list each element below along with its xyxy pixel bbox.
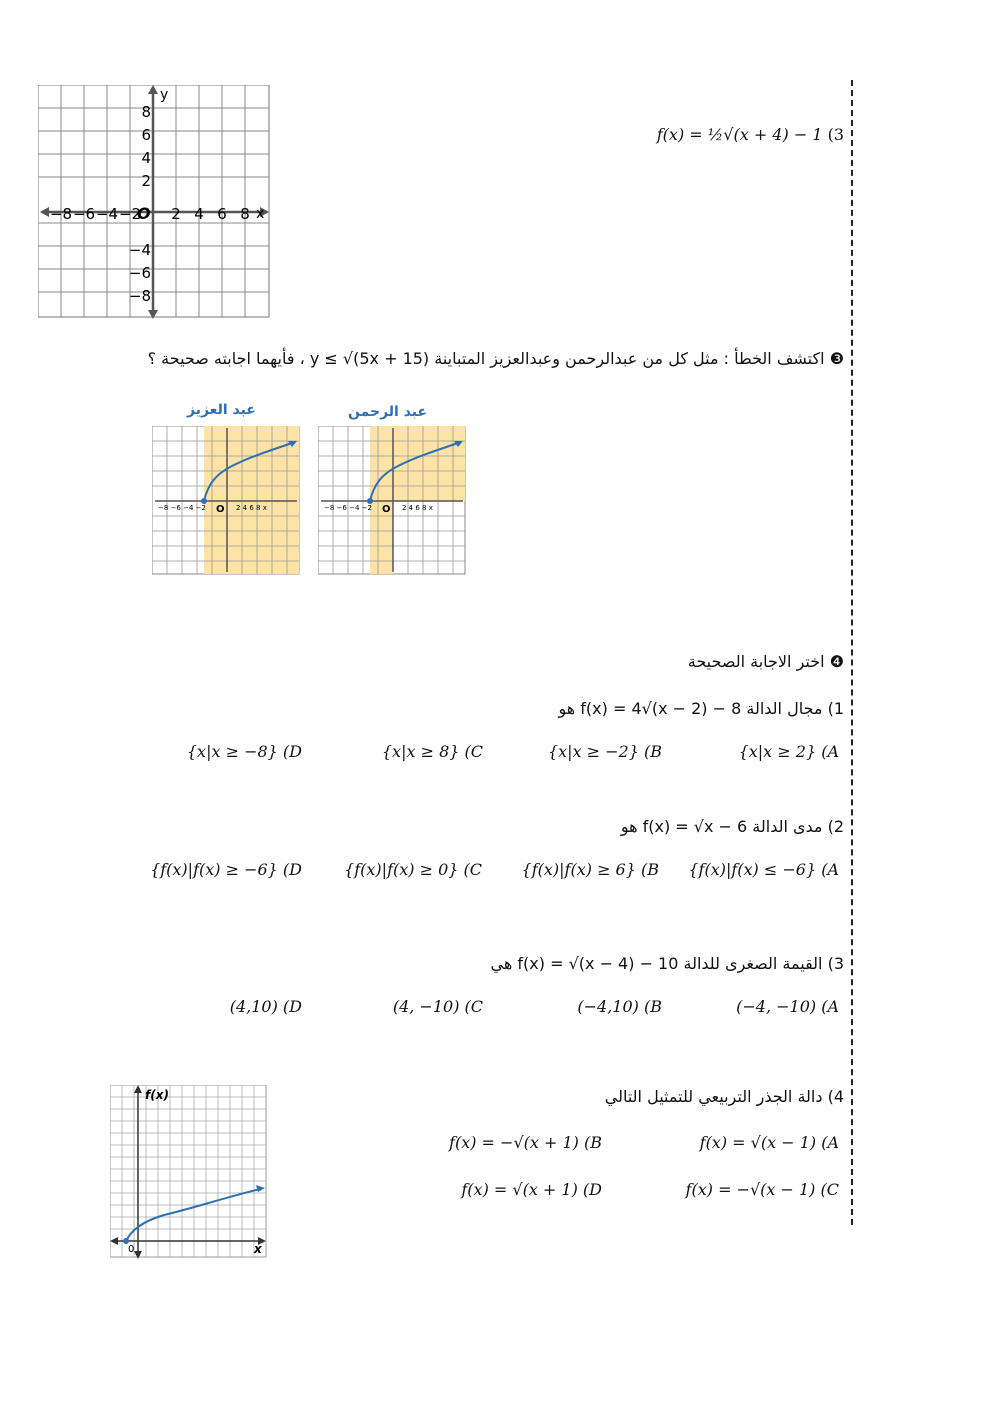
graph1-y-tick: 6 — [141, 126, 151, 144]
graph1-y-tick: −6 — [128, 264, 151, 282]
graph4-x-label: x — [254, 1242, 262, 1256]
dashed-margin-line — [851, 80, 853, 1225]
q3-item-equation: f(x) = ½√(x + 4) − 1 (3 — [656, 125, 844, 144]
question-4-stem: 4) دالة الجذر التربيعي للتمثيل التالي — [604, 1087, 844, 1106]
name-abdulaziz: عبد العزيز — [187, 402, 256, 418]
question-3-stem: 3) القيمة الصغرى للدالة f(x) = √(x − 4) − 10 هي — [490, 954, 844, 973]
graph1-y-tick: −8 — [128, 287, 151, 305]
q4-option-a[interactable]: f(x) = √(x − 1) (A — [699, 1133, 839, 1152]
svg-text:2 4 6 8 x: 2 4 6 8 x — [236, 504, 267, 512]
graph1-y-tick: 2 — [141, 172, 151, 190]
graph1-x-tick: 6 — [217, 205, 227, 223]
graph1-x-tick: −4 — [95, 205, 119, 223]
graph1-y-tick: 8 — [141, 103, 151, 121]
graph-abdulrahman — [318, 426, 466, 576]
question-2-stem: 2) مدى الدالة f(x) = √x − 6 هو — [620, 817, 844, 836]
graph1-x-tick: −2 — [118, 205, 142, 223]
graph1-x-tick: 4 — [194, 205, 204, 223]
q3-option-b[interactable]: (−4,10) (B — [577, 997, 662, 1016]
section3-question: ❸ اكتشف الخطأ : مثل كل من عبدالرحمن وعبدالعزيز المتباينة y ≤ √(5x + 15) ، فأيهما اجابته صحيحة ؟ — [147, 349, 844, 368]
graph1-x-tick: −8 — [49, 205, 73, 223]
q2-option-b[interactable]: {f(x)|f(x) ≥ 6} (B — [521, 860, 659, 879]
graph1-x-label: x — [256, 206, 265, 222]
svg-text:−8 −6 −4 −2: −8 −6 −4 −2 — [158, 504, 206, 512]
q1-option-a[interactable]: {x|x ≥ 2} (A — [738, 742, 839, 761]
q1-option-b[interactable]: {x|x ≥ −2} (B — [547, 742, 662, 761]
section4-title: ❹ اختر الاجابة الصحيحة — [687, 652, 844, 671]
svg-text:O: O — [216, 504, 225, 515]
graph1-y-tick: −4 — [128, 241, 151, 259]
q2-option-c[interactable]: {f(x)|f(x) ≥ 0} (C — [344, 860, 482, 879]
graph1-origin: O — [137, 204, 151, 223]
q3-option-c[interactable]: (4, −10) (C — [392, 997, 483, 1016]
graph1-x-tick: 2 — [171, 205, 181, 223]
graph1-x-tick: 8 — [240, 205, 250, 223]
graph1-y-tick: 4 — [141, 149, 151, 167]
graph1-y-label: y — [160, 87, 169, 103]
q2-option-d[interactable]: {f(x)|f(x) ≥ −6} (D — [150, 860, 302, 879]
coordinate-grid-1 — [38, 85, 270, 319]
graph4-origin: 0 — [128, 1244, 135, 1255]
q3-option-d[interactable]: (4,10) (D — [229, 997, 302, 1016]
q1-option-c[interactable]: {x|x ≥ 8} (C — [381, 742, 483, 761]
svg-text:O: O — [382, 504, 391, 515]
svg-text:2 4 6 8 x: 2 4 6 8 x — [402, 504, 433, 512]
q4-option-d[interactable]: f(x) = √(x + 1) (D — [461, 1180, 602, 1199]
graph-abdulaziz — [152, 426, 300, 576]
graph1-x-tick: −6 — [72, 205, 96, 223]
graph4-y-label: f(x) — [145, 1088, 169, 1102]
question-1-stem: 1) مجال الدالة f(x) = 4√(x − 2) − 8 هو — [558, 699, 844, 718]
error-analysis-graphs — [150, 400, 470, 582]
graph-question-4 — [110, 1085, 268, 1260]
q3-option-a[interactable]: (−4, −10) (A — [736, 997, 839, 1016]
q4-option-b[interactable]: f(x) = −√(x + 1) (B — [449, 1133, 602, 1152]
q1-option-d[interactable]: {x|x ≥ −8} (D — [186, 742, 302, 761]
name-abdulrahman: عبد الرحمن — [348, 404, 428, 420]
svg-text:−8 −6 −4 −2: −8 −6 −4 −2 — [324, 504, 372, 512]
q4-option-c[interactable]: f(x) = −√(x − 1) (C — [685, 1180, 839, 1199]
q2-option-a[interactable]: {f(x)|f(x) ≤ −6} (A — [688, 860, 839, 879]
